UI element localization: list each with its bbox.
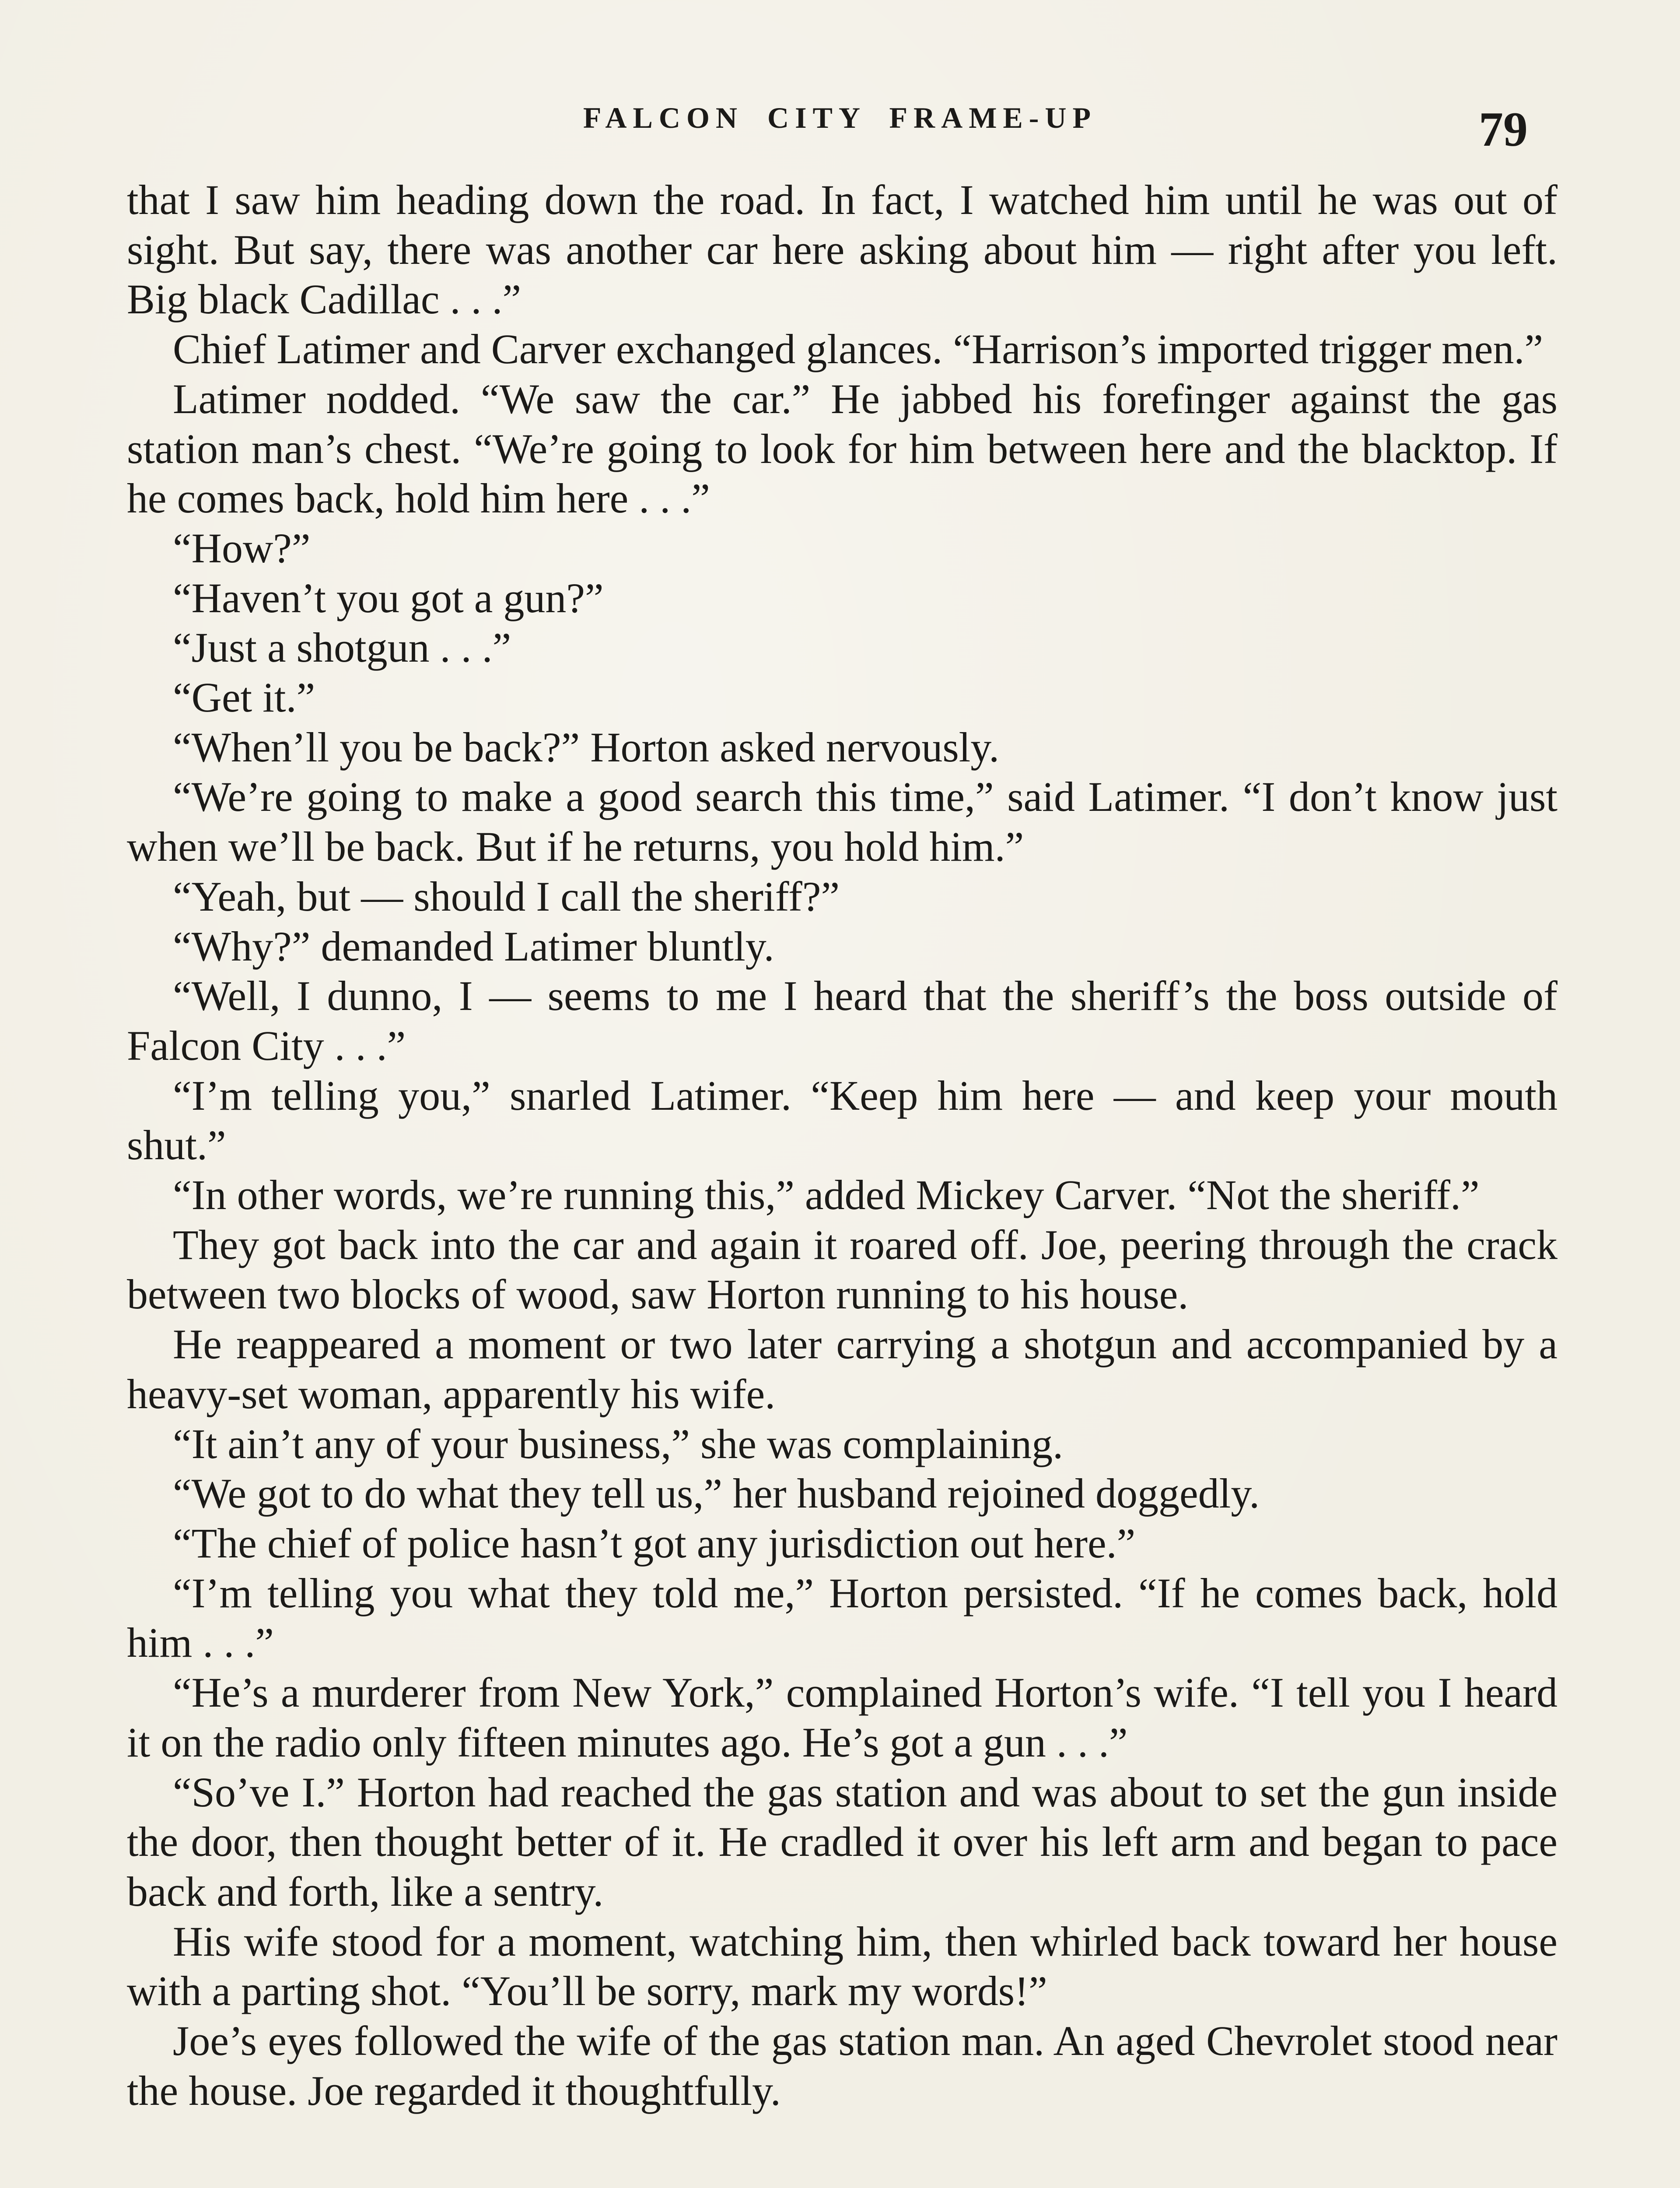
paragraph: “I’m telling you,” snarled Latimer. “Keep him here — and keep your mouth shut.” bbox=[127, 1072, 1558, 1169]
paragraph: He reappeared a moment or two later carrying a shotgun and accompanied by a heavy-set woman, apparently his wife. bbox=[127, 1321, 1558, 1417]
paragraph: His wife stood for a moment, watching him, then whirled back toward her house with a parting shot. “You’ll be sorry, mark my words!” bbox=[127, 1918, 1558, 2015]
paragraph: They got back into the car and again it roared off. Joe, peering through the crack between two blocks of wood, saw Horton running to his house. bbox=[127, 1221, 1558, 1318]
paragraph: “Why?” demanded Latimer bluntly. bbox=[173, 922, 774, 970]
paragraph: “It ain’t any of your business,” she was complaining. bbox=[173, 1420, 1064, 1467]
paragraph: “He’s a murderer from New York,” complained Horton’s wife. “I tell you I heard it on the radio only fifteen minutes ago. He’s got a gun . . .” bbox=[127, 1669, 1558, 1766]
paragraph: “So’ve I.” Horton had reached the gas station and was about to set the gun inside the door, then thought better of it. He cradled it over his left arm and began to pace back and forth, like a sentry. bbox=[127, 1768, 1558, 1915]
paragraph: “Haven’t you got a gun?” bbox=[173, 574, 604, 621]
paragraph: Latimer nodded. “We saw the car.” He jabbed his forefinger against the gas station man’s chest. “We’re going to look for him between here and the blacktop. If he comes back, hold him here . . .” bbox=[127, 375, 1558, 522]
running-title: FALCON CITY FRAME-UP bbox=[583, 101, 1097, 134]
paragraph: “When’ll you be back?” Horton asked nervously. bbox=[173, 723, 1000, 771]
paragraph: Joe’s eyes followed the wife of the gas station man. An aged Chevrolet stood near the house. Joe regarded it thoughtfully. bbox=[127, 2017, 1558, 2114]
paragraph: “We’re going to make a good search this time,” said Latimer. “I don’t know just when we’ll be back. But if he returns, you hold him.” bbox=[127, 773, 1558, 870]
paragraph: “How?” bbox=[173, 524, 311, 572]
body-text bbox=[127, 175, 1558, 2115]
paragraph: “Get it.” bbox=[173, 674, 315, 721]
paragraph: “Just a shotgun . . .” bbox=[173, 624, 511, 671]
paragraph: that I saw him heading down the road. In fact, I watched him until he was out of sight. But say, there was another car here asking about him — right after you left. Big black Cadillac . . .” bbox=[127, 176, 1558, 323]
page-number: 79 bbox=[1479, 102, 1528, 157]
paragraph: “Well, I dunno, I — seems to me I heard that the sheriff’s the boss outside of Falcon City . . .” bbox=[127, 972, 1558, 1069]
paragraph: “We got to do what they tell us,” her husband rejoined doggedly. bbox=[173, 1470, 1260, 1517]
paragraph: “Yeah, but — should I call the sheriff?” bbox=[173, 873, 840, 920]
paragraph: “The chief of police hasn’t got any jurisdiction out here.” bbox=[173, 1519, 1136, 1567]
paragraph: Chief Latimer and Carver exchanged glances. “Harrison’s imported trigger men.” bbox=[173, 326, 1544, 373]
paragraph: “In other words, we’re running this,” added Mickey Carver. “Not the sheriff.” bbox=[173, 1171, 1480, 1219]
paragraph: “I’m telling you what they told me,” Horton persisted. “If he comes back, hold him . . .” bbox=[127, 1569, 1558, 1666]
